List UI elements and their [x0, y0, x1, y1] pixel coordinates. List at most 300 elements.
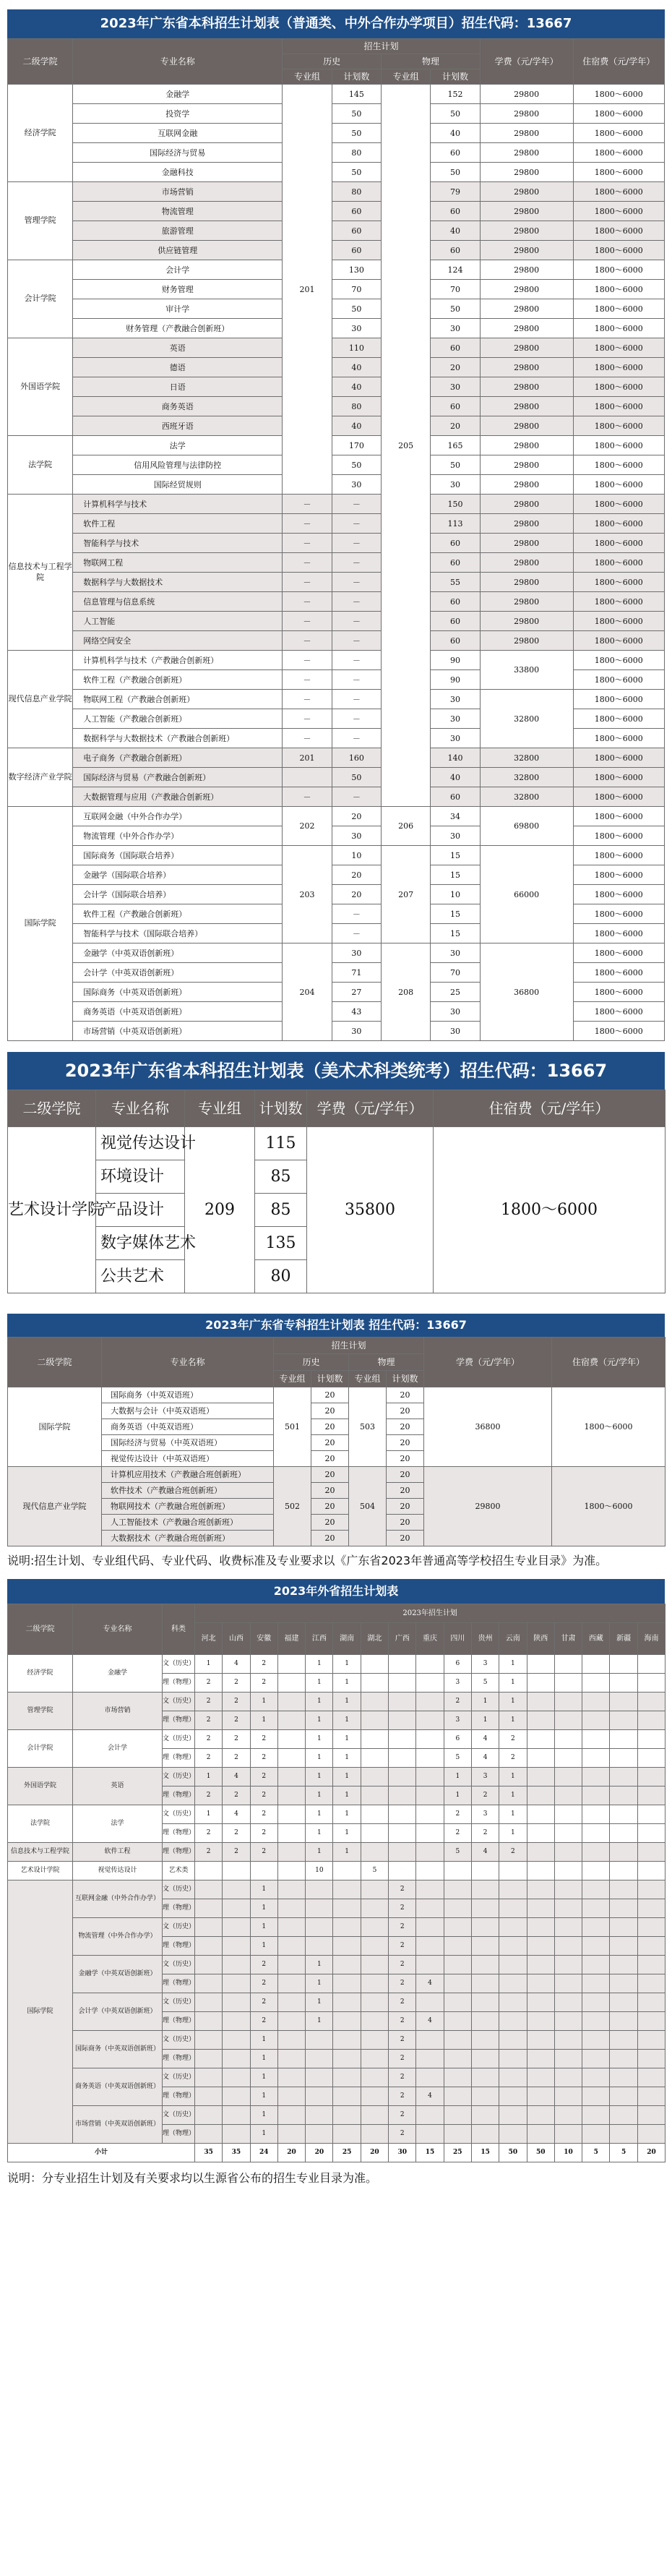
tuition-cell: 29800 [480, 534, 573, 553]
major-cell: 会计学 [73, 260, 283, 280]
plan-cell: 2 [223, 1749, 250, 1768]
t3-head-college: 二级学院 [8, 1338, 102, 1387]
major-cell: 物流管理 [73, 202, 283, 221]
dorm-cell: 1800～6000 [573, 1002, 664, 1022]
t1-head-plan: 招生计划 [283, 39, 480, 54]
plan-cell [554, 1768, 582, 1786]
college-cell: 现代信息产业学院 [8, 651, 73, 748]
dorm-cell: 1800～6000 [573, 983, 664, 1002]
physics-count-cell: 30 [431, 709, 480, 729]
dorm-cell: 1800～6000 [573, 163, 664, 182]
history-count-cell: 20 [311, 1531, 349, 1546]
major-cell: 金融学 [73, 85, 283, 104]
plan-cell [361, 1918, 388, 1937]
plan-cell: 5 [471, 1674, 499, 1693]
physics-count-cell: 30 [431, 319, 480, 338]
history-group-cell: 501 [274, 1387, 311, 1467]
plan-cell: 1 [306, 1786, 333, 1805]
history-group-cell: － [283, 495, 332, 514]
total-cell: 25 [444, 2144, 471, 2162]
major-cell: 物流管理（中外合作办学） [73, 1918, 163, 1956]
history-count-cell: 30 [332, 943, 381, 963]
major-cell: 投资学 [73, 104, 283, 124]
table-row [8, 1467, 665, 1483]
plan-cell [361, 2068, 388, 2087]
total-cell: 5 [582, 2144, 610, 2162]
major-cell: 视觉传达设计（中英双语班） [102, 1451, 274, 1467]
plan-cell: 2 [250, 1805, 277, 1824]
plan-cell [277, 1824, 305, 1843]
plan-cell [361, 2125, 388, 2144]
major-cell: 商务英语（中英双语班） [102, 1419, 274, 1435]
plan-cell [416, 1786, 444, 1805]
plan-cell: 1 [250, 1899, 277, 1918]
t2-head-fee: 学费（元/学年） [307, 1090, 434, 1127]
history-group-cell: － [283, 534, 332, 553]
plan-cell [610, 1693, 637, 1711]
type-cell: 理（物理） [163, 1937, 195, 1956]
history-count-cell: 30 [332, 826, 381, 846]
plan-cell: 2 [389, 2050, 416, 2068]
province-head: 甘肃 [554, 1623, 582, 1655]
dorm-cell: 1800～6000 [573, 436, 664, 455]
plan-cell: 3 [471, 1805, 499, 1824]
history-count-cell: 80 [332, 397, 381, 416]
plan-cell [610, 1974, 637, 1993]
table-row [8, 1387, 665, 1403]
major-cell: 大数据管理与应用（产教融合创新班） [73, 787, 283, 807]
plan-cell: 2 [389, 2031, 416, 2050]
plan-cell [637, 1655, 665, 1674]
major-cell: 金融学 [73, 1655, 163, 1693]
plan-cell: 2 [223, 1674, 250, 1693]
plan-cell [527, 1824, 554, 1843]
college-cell: 国际学院 [8, 807, 73, 1041]
dorm-cell: 1800～6000 [573, 943, 664, 963]
physics-count-cell: 60 [431, 534, 480, 553]
plan-cell [195, 1862, 223, 1880]
plan-cell: 2 [250, 1843, 277, 1862]
plan-cell [195, 1899, 223, 1918]
plan-cell [277, 1730, 305, 1749]
plan-cell [333, 1993, 361, 2012]
plan-cell [610, 1918, 637, 1937]
history-group-cell: 202 [283, 807, 332, 846]
plan-cell: 2 [389, 2106, 416, 2125]
physics-count-cell: 30 [431, 475, 480, 495]
dorm-cell: 1800～6000 [573, 846, 664, 865]
plan-cell [637, 1711, 665, 1730]
plan-cell [610, 1786, 637, 1805]
dorm-cell: 1800～6000 [573, 455, 664, 475]
history-count-cell: 20 [311, 1419, 349, 1435]
dorm-cell: 1800～6000 [573, 124, 664, 143]
plan-cell [195, 2106, 223, 2125]
history-count-cell: 160 [332, 748, 381, 768]
major-cell: 英语 [73, 338, 283, 358]
plan-cell [333, 1862, 361, 1880]
table-row [8, 768, 665, 787]
plan-cell [444, 2106, 471, 2125]
table-row [8, 338, 665, 358]
plan-cell [195, 2031, 223, 2050]
physics-count-cell: 70 [431, 963, 480, 983]
plan-cell [416, 2068, 444, 2087]
plan-cell [306, 1899, 333, 1918]
physics-count-cell: 20 [387, 1387, 424, 1403]
dorm-cell: 1800～6000 [573, 475, 664, 495]
plan-cell [277, 1899, 305, 1918]
plan-cell [361, 1937, 388, 1956]
table2-block [7, 1052, 665, 1293]
plan-cell [637, 1674, 665, 1693]
plan-cell: 4 [471, 1749, 499, 1768]
plan-cell: 1 [306, 1824, 333, 1843]
tuition-cell: 36800 [480, 943, 573, 1041]
plan-cell [361, 1749, 388, 1768]
plan-cell: 2 [223, 1693, 250, 1711]
plan-cell [277, 1880, 305, 1899]
plan-cell: 4 [223, 1805, 250, 1824]
major-cell: 市场营销（中英双语创新班） [73, 2106, 163, 2144]
history-count-cell: － [332, 631, 381, 651]
type-cell: 文（历史） [163, 1730, 195, 1749]
plan-cell: 1 [499, 1824, 527, 1843]
plan-cell [582, 1693, 610, 1711]
tuition-cell: 29800 [480, 124, 573, 143]
province-head: 海南 [637, 1623, 665, 1655]
plan-cell [582, 2050, 610, 2068]
t4-head-type: 科类 [163, 1604, 195, 1655]
history-count-cell: － [332, 651, 381, 670]
plan-cell: 1 [333, 1655, 361, 1674]
plan-cell [416, 1843, 444, 1862]
plan-cell [637, 2068, 665, 2087]
history-count-cell: － [332, 514, 381, 534]
plan-cell [416, 1711, 444, 1730]
plan-cell [306, 1918, 333, 1937]
plan-cell [527, 2068, 554, 2087]
plan-cell: 2 [250, 1974, 277, 1993]
physics-count-cell: 124 [431, 260, 480, 280]
physics-group-cell: 503 [349, 1387, 387, 1467]
plan-cell [499, 1918, 527, 1937]
dorm-cell: 1800～6000 [434, 1127, 665, 1293]
plan-cell [223, 1880, 250, 1899]
plan-cell [637, 2087, 665, 2106]
plan-cell [499, 2106, 527, 2125]
table-row [8, 143, 665, 163]
tuition-cell: 29800 [480, 495, 573, 514]
table3 [7, 1337, 665, 1546]
t2-head-dorm: 住宿费（元/学年） [434, 1090, 665, 1127]
plan-cell: 3 [471, 1655, 499, 1674]
plan-cell [471, 2087, 499, 2106]
plan-cell: 5 [444, 1843, 471, 1862]
plan-cell [333, 2125, 361, 2144]
major-cell: 互联网金融 [73, 124, 283, 143]
plan-cell: 2 [250, 1730, 277, 1749]
plan-cell: 3 [444, 1674, 471, 1693]
t4-head-college: 二级学院 [8, 1604, 73, 1655]
major-cell: 国际经济与贸易 [73, 143, 283, 163]
plan-cell: 1 [306, 1843, 333, 1862]
total-cell: 20 [361, 2144, 388, 2162]
college-cell: 信息技术与工程学院 [8, 495, 73, 651]
plan-cell [582, 1899, 610, 1918]
plan-cell [499, 2012, 527, 2031]
plan-cell [610, 1862, 637, 1880]
history-count-cell: － [332, 553, 381, 573]
plan-cell [444, 1974, 471, 1993]
plan-cell [223, 1862, 250, 1880]
total-cell: 50 [499, 2144, 527, 2162]
tuition-cell: 29800 [480, 241, 573, 260]
dorm-cell: 1800～6000 [573, 592, 664, 612]
plan-cell: 1 [306, 1749, 333, 1768]
history-count-cell: 130 [332, 260, 381, 280]
plan-cell [471, 2031, 499, 2050]
plan-cell [277, 2012, 305, 2031]
plan-cell [554, 1805, 582, 1824]
major-cell: 商务英语（中英双语创新班） [73, 2068, 163, 2106]
major-cell: 计算机科学与技术 [73, 495, 283, 514]
plan-cell [389, 1805, 416, 1824]
physics-count-cell: 15 [431, 924, 480, 943]
plan-cell: 1 [306, 1693, 333, 1711]
type-cell: 文（历史） [163, 2031, 195, 2050]
plan-cell: 2 [195, 1730, 223, 1749]
major-cell: 国际商务（中英双语创新班） [73, 983, 283, 1002]
plan-cell: 2 [389, 1918, 416, 1937]
history-count-cell: － [332, 670, 381, 690]
plan-cell [361, 1824, 388, 1843]
plan-cell [637, 1993, 665, 2012]
table-row [8, 690, 665, 709]
history-group-cell: － [283, 592, 332, 612]
plan-cell [361, 2087, 388, 2106]
table-row [8, 748, 665, 768]
plan-cell [582, 1824, 610, 1843]
plan-cell [333, 2031, 361, 2050]
total-cell: 15 [471, 2144, 499, 2162]
history-count-cell: 80 [332, 143, 381, 163]
college-cell: 数字经济产业学院 [8, 748, 73, 807]
plan-cell [554, 1711, 582, 1730]
plan-cell: 2 [389, 1899, 416, 1918]
history-group-cell: － [283, 651, 332, 670]
count-cell: 85 [255, 1194, 307, 1227]
major-cell: 物联网工程（产教融合创新班） [73, 690, 283, 709]
plan-cell: 1 [195, 1655, 223, 1674]
t2-head-group: 专业组 [185, 1090, 255, 1127]
plan-cell [389, 1655, 416, 1674]
plan-cell [277, 2031, 305, 2050]
plan-cell [444, 1862, 471, 1880]
plan-cell [389, 1749, 416, 1768]
major-cell: 会计学（中英双语创新班） [73, 1993, 163, 2031]
table4-block [7, 1579, 665, 2162]
plan-cell [333, 2087, 361, 2106]
physics-count-cell: 20 [387, 1451, 424, 1467]
table-row [8, 592, 665, 612]
plan-cell [554, 1674, 582, 1693]
major-cell: 法学 [73, 1805, 163, 1843]
plan-cell [333, 2068, 361, 2087]
history-count-cell: 27 [332, 983, 381, 1002]
plan-cell [637, 2050, 665, 2068]
t3-head-major: 专业名称 [102, 1338, 274, 1387]
plan-cell: 2 [250, 1956, 277, 1974]
plan-cell [223, 2012, 250, 2031]
plan-cell [223, 1937, 250, 1956]
tuition-cell: 29800 [480, 436, 573, 455]
plan-cell [277, 2087, 305, 2106]
history-group-cell: 204 [283, 943, 332, 1041]
physics-count-cell: 30 [431, 729, 480, 748]
plan-cell [582, 2068, 610, 2087]
tuition-cell: 29800 [480, 260, 573, 280]
history-group-cell: － [283, 612, 332, 631]
plan-cell: 1 [333, 1730, 361, 1749]
major-cell: 互联网金融（中外合作办学） [73, 1880, 163, 1918]
plan-cell [195, 2068, 223, 2087]
plan-cell [554, 1824, 582, 1843]
plan-cell [527, 1768, 554, 1786]
major-cell: 人工智能 [73, 612, 283, 631]
dorm-cell: 1800～6000 [573, 1022, 664, 1041]
plan-cell [333, 2106, 361, 2125]
plan-cell [582, 1937, 610, 1956]
province-head: 山西 [223, 1623, 250, 1655]
dorm-cell: 1800～6000 [573, 182, 664, 202]
physics-count-cell: 50 [431, 455, 480, 475]
plan-cell: 2 [250, 1749, 277, 1768]
plan-cell: 2 [250, 1786, 277, 1805]
dorm-cell: 1800～6000 [573, 768, 664, 787]
dorm-cell: 1800～6000 [573, 260, 664, 280]
history-group-cell: － [283, 787, 332, 807]
physics-count-cell: 60 [431, 143, 480, 163]
plan-cell [277, 1693, 305, 1711]
plan-cell: 1 [306, 1974, 333, 1993]
plan-cell [277, 1786, 305, 1805]
plan-cell: 4 [223, 1768, 250, 1786]
plan-cell: 1 [250, 1918, 277, 1937]
major-cell: 人工智能（产教融合创新班） [73, 709, 283, 729]
plan-cell: 3 [444, 1711, 471, 1730]
major-cell: 大数据技术（产教融合班创新班） [102, 1531, 274, 1546]
plan-cell [582, 1880, 610, 1899]
dorm-cell: 1800～6000 [552, 1387, 665, 1467]
table-row [8, 1127, 665, 1160]
plan-cell: 6 [444, 1730, 471, 1749]
history-count-cell: 110 [332, 338, 381, 358]
table-row [8, 1993, 665, 2012]
plan-cell [471, 1899, 499, 1918]
college-cell: 会计学院 [8, 1730, 73, 1768]
tuition-cell: 29800 [480, 104, 573, 124]
plan-cell: 2 [223, 1843, 250, 1862]
major-cell: 国际经济与贸易（产教融合创新班） [73, 768, 283, 787]
history-group-cell: 201 [283, 748, 332, 768]
plan-cell [554, 1956, 582, 1974]
major-cell: 智能科学与技术 [73, 534, 283, 553]
plan-cell [361, 1730, 388, 1749]
plan-cell [610, 2106, 637, 2125]
total-cell: 30 [389, 2144, 416, 2162]
type-cell: 文（历史） [163, 1655, 195, 1674]
plan-cell [306, 2125, 333, 2144]
tuition-cell: 29800 [480, 612, 573, 631]
physics-count-cell: 20 [387, 1515, 424, 1531]
college-cell: 艺术设计学院 [8, 1127, 96, 1293]
plan-cell: 6 [444, 1655, 471, 1674]
plan-cell: 2 [250, 1768, 277, 1786]
plan-cell [610, 2068, 637, 2087]
plan-cell [582, 1655, 610, 1674]
college-cell: 艺术设计学院 [8, 1862, 73, 1880]
plan-cell: 1 [195, 1805, 223, 1824]
plan-cell [471, 1918, 499, 1937]
table-row [8, 514, 665, 534]
history-count-cell: － [332, 904, 381, 924]
plan-cell [610, 2125, 637, 2144]
plan-cell [389, 1693, 416, 1711]
table-row [8, 358, 665, 377]
plan-cell [610, 1711, 637, 1730]
plan-cell [223, 1899, 250, 1918]
table-row [8, 299, 665, 319]
plan-cell: 1 [306, 1674, 333, 1693]
physics-count-cell: 20 [387, 1403, 424, 1419]
table-row [8, 202, 665, 221]
dorm-cell: 1800～6000 [573, 670, 664, 690]
plan-cell [527, 1918, 554, 1937]
major-cell: 软件工程（产教融合创新班） [73, 904, 283, 924]
table-row [8, 319, 665, 338]
plan-cell [554, 1843, 582, 1862]
history-group-cell: － [283, 729, 332, 748]
plan-cell [637, 1937, 665, 1956]
history-group-cell: － [283, 514, 332, 534]
plan-cell: 1 [306, 1956, 333, 1974]
plan-cell [499, 1956, 527, 1974]
plan-cell: 1 [471, 1693, 499, 1711]
major-cell: 软件技术（产教融合班创新班） [102, 1483, 274, 1499]
plan-cell [277, 1655, 305, 1674]
plan-cell [277, 1993, 305, 2012]
plan-cell [361, 1786, 388, 1805]
province-head: 陕西 [527, 1623, 554, 1655]
table3-title: 2023年广东省专科招生计划表 招生代码：13667 [7, 1314, 665, 1337]
table-row [8, 1730, 665, 1749]
plan-cell [637, 1730, 665, 1749]
history-count-cell: 10 [332, 846, 381, 865]
dorm-cell: 1800～6000 [573, 416, 664, 436]
plan-cell [444, 1880, 471, 1899]
dorm-cell: 1800～6000 [573, 690, 664, 709]
major-cell: 计算机科学与技术（产教融合创新班） [73, 651, 283, 670]
plan-cell [527, 1693, 554, 1711]
major-cell: 软件工程 [73, 1843, 163, 1862]
table-row [8, 1862, 665, 1880]
plan-cell [527, 1862, 554, 1880]
physics-count-cell: 20 [387, 1483, 424, 1499]
history-count-cell: 40 [332, 377, 381, 397]
plan-cell [389, 1674, 416, 1693]
plan-cell [554, 1693, 582, 1711]
